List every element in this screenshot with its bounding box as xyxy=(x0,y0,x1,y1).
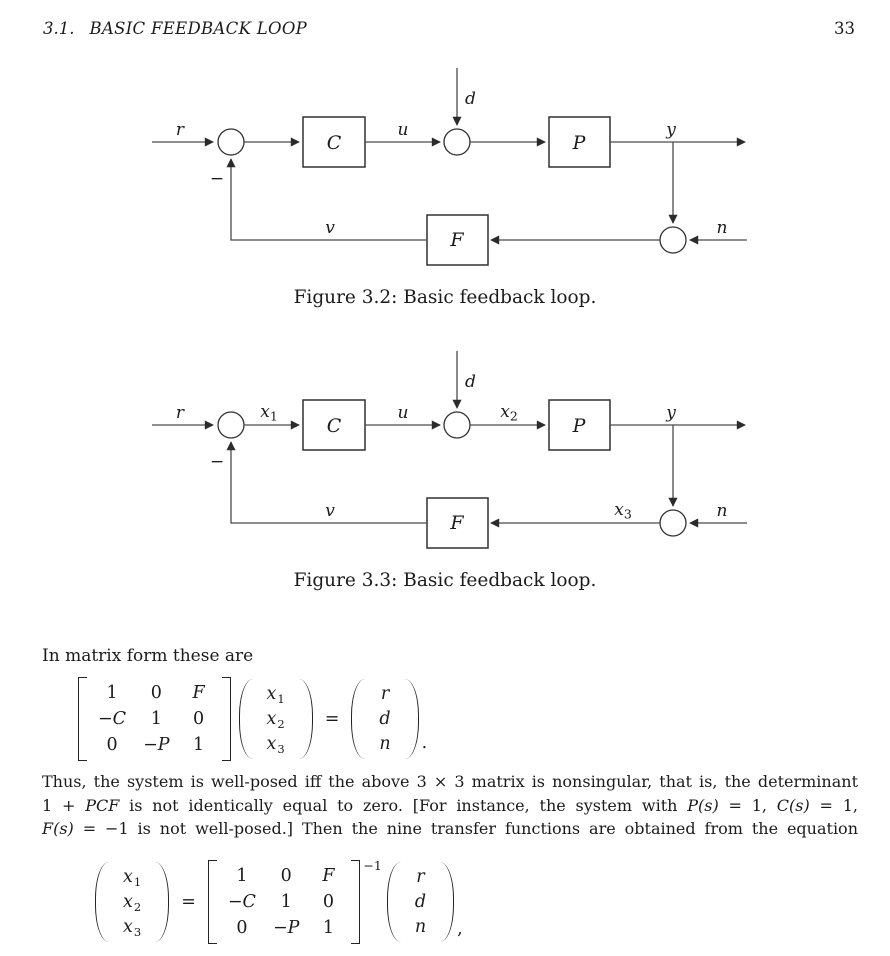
figure-3-3-diagram xyxy=(0,338,890,566)
state-vector xyxy=(253,682,299,756)
right-parenthesis xyxy=(405,679,419,759)
vector-entry: $x_2$ xyxy=(266,709,285,731)
summing-junction-disturbance xyxy=(444,129,470,155)
summing-junction-error xyxy=(218,412,244,438)
summing-junction-error xyxy=(218,129,244,155)
vector-entry: $x_1$ xyxy=(266,684,285,706)
matrix-cell: F xyxy=(192,683,205,703)
input-vector xyxy=(401,865,440,939)
plant-label: P xyxy=(572,415,586,437)
matrix-equation-2 xyxy=(95,856,463,948)
period: . xyxy=(421,733,428,753)
matrix-cell: 0 xyxy=(150,683,162,703)
vector-entry: $x_1$ xyxy=(123,867,142,889)
matrix-form-intro: In matrix form these are xyxy=(42,646,254,666)
figure-3-2-caption: Figure 3.2: Basic feedback loop. xyxy=(293,287,597,308)
state-x2-label: $x_2$ xyxy=(500,402,518,424)
matrix-cell: F xyxy=(322,866,335,886)
controller-label: C xyxy=(326,132,342,154)
left-parenthesis xyxy=(387,862,401,942)
system-matrix xyxy=(89,680,220,758)
matrix-cell: −P xyxy=(272,918,300,938)
right-parenthesis xyxy=(440,862,454,942)
comma: , xyxy=(457,919,463,939)
equals-sign: = xyxy=(324,709,340,729)
signal-r-label: r xyxy=(175,403,185,423)
signal-v-label: v xyxy=(325,501,335,521)
vector-entry: r xyxy=(416,867,425,887)
signal-d-label: d xyxy=(465,89,476,109)
inverse-exponent: −1 xyxy=(363,858,382,873)
paragraph-line-1: Thus, the system is well-posed iff the above 3 × 3 matrix is nonsingular, that is, the determinant xyxy=(42,772,858,791)
state-x1-label: $x_1$ xyxy=(260,402,278,424)
signal-y-label: y xyxy=(666,120,676,140)
signal-v-label: v xyxy=(325,218,335,238)
matrix-cell: 0 xyxy=(236,918,248,938)
feedback-label: F xyxy=(450,512,464,534)
input-vector xyxy=(365,682,404,756)
page-header xyxy=(43,19,855,38)
matrix-cell: −P xyxy=(143,735,170,755)
signal-d-label: d xyxy=(465,372,476,392)
state-vector xyxy=(109,865,155,939)
matrix-cell: 1 xyxy=(106,683,118,703)
left-parenthesis xyxy=(239,679,253,759)
matrix-equation-1 xyxy=(78,676,427,762)
right-square-bracket xyxy=(222,677,231,761)
matrix-cell: 0 xyxy=(192,709,205,729)
section-number: 3.1. xyxy=(43,19,75,38)
matrix-cell: −C xyxy=(98,709,127,729)
system-matrix xyxy=(219,863,350,941)
plant-label: P xyxy=(572,132,586,154)
feedback-label: F xyxy=(450,229,464,251)
right-square-bracket xyxy=(351,860,360,944)
matrix-cell: 0 xyxy=(322,892,334,912)
figure-3-3-caption: Figure 3.3: Basic feedback loop. xyxy=(293,570,597,591)
left-square-bracket xyxy=(78,677,87,761)
matrix-cell: 1 xyxy=(236,866,248,886)
summing-junction-noise xyxy=(660,227,686,253)
minus-sign: − xyxy=(209,452,225,472)
minus-sign: − xyxy=(209,169,225,189)
signal-n-label: n xyxy=(716,218,728,238)
section-title: BASIC FEEDBACK LOOP xyxy=(89,19,308,38)
matrix-cell: 1 xyxy=(280,892,292,912)
signal-y-label: y xyxy=(666,403,676,423)
vector-entry: r xyxy=(380,684,390,704)
left-square-bracket xyxy=(208,860,217,944)
signal-r-label: r xyxy=(175,120,185,140)
controller-label: C xyxy=(326,415,342,437)
matrix-cell: −C xyxy=(227,892,256,912)
summing-junction-disturbance xyxy=(444,412,470,438)
vector-entry: n xyxy=(379,734,391,754)
vector-entry: $x_2$ xyxy=(123,892,142,914)
matrix-cell: 0 xyxy=(106,735,118,755)
equals-sign: = xyxy=(181,892,196,912)
body-paragraph xyxy=(42,770,858,841)
matrix-cell: 1 xyxy=(150,709,162,729)
signal-n-label: n xyxy=(716,501,728,521)
vector-entry: d xyxy=(414,892,427,912)
paragraph-line-3: F(s) = −1 is not well-posed.] Then the nine transfer functions are obtained from the equation xyxy=(42,819,858,839)
left-parenthesis xyxy=(351,679,365,759)
summing-junction-noise xyxy=(660,510,686,536)
matrix-cell: 1 xyxy=(192,735,205,755)
page-number: 33 xyxy=(834,19,855,38)
vector-entry: $x_3$ xyxy=(123,917,142,939)
figure-3-2-diagram xyxy=(0,55,890,283)
matrix-cell: 0 xyxy=(280,866,292,886)
matrix-cell: 1 xyxy=(322,918,334,938)
vector-entry: n xyxy=(414,917,427,937)
right-parenthesis xyxy=(155,862,169,942)
left-parenthesis xyxy=(95,862,109,942)
paragraph-line-2: 1 + PCF is not identically equal to zero. [For instance, the system with P(s) = 1, C(s) = 1, xyxy=(42,795,858,815)
state-x3-label: $x_3$ xyxy=(614,500,632,522)
right-parenthesis xyxy=(299,679,313,759)
signal-u-label: u xyxy=(397,403,409,423)
vector-entry: $x_3$ xyxy=(266,734,285,756)
vector-entry: d xyxy=(379,709,391,729)
signal-u-label: u xyxy=(397,120,409,140)
